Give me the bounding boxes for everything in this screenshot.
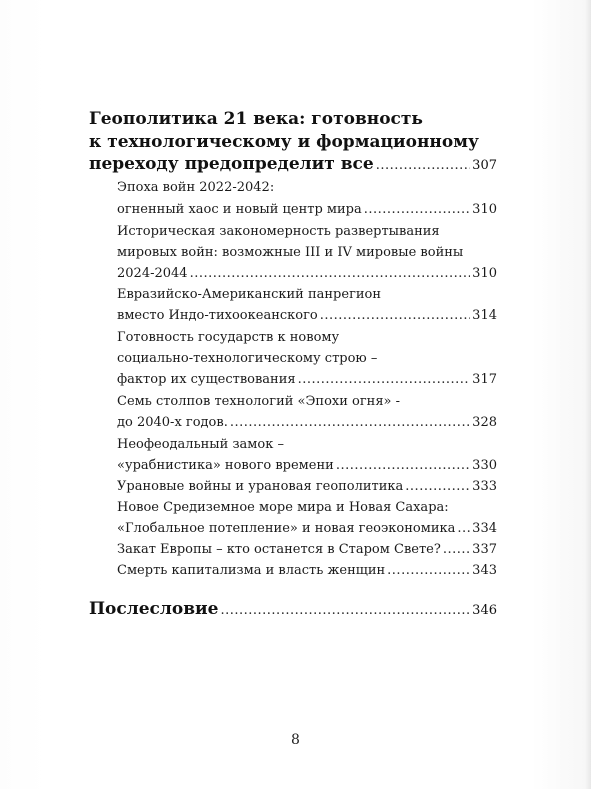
toc-page-number: 307	[472, 158, 497, 173]
toc-entry-line	[117, 351, 497, 366]
toc-entry-line	[117, 224, 497, 239]
toc-text: до 2040-х годов.	[117, 415, 228, 430]
toc-entry[interactable]	[117, 521, 497, 536]
toc-section-afterword[interactable]	[89, 599, 497, 619]
toc-text: Смерть капитализма и власть женщин	[117, 563, 386, 578]
dot-leader	[387, 563, 470, 578]
toc-entry[interactable]	[117, 458, 497, 473]
dot-leader	[220, 603, 470, 618]
toc-text: Геополитика 21 века: готовность	[89, 109, 423, 129]
toc-entry[interactable]	[117, 372, 497, 387]
toc-text: Евразийско-Американский панрегион	[117, 287, 382, 302]
toc-text: переходу предопределит все	[89, 154, 374, 174]
toc-entry[interactable]	[117, 479, 497, 494]
toc-page-number: 328	[472, 415, 497, 430]
toc-entry[interactable]	[117, 542, 497, 557]
toc-text: Историческая закономерность развертывания	[117, 224, 440, 239]
toc-page-number: 330	[472, 458, 497, 473]
toc-entry-line	[117, 394, 497, 409]
toc-entry[interactable]	[117, 308, 497, 323]
toc-page-number: 310	[472, 266, 497, 281]
dot-leader	[320, 308, 470, 323]
toc-text: Послесловие	[89, 599, 219, 619]
dot-leader	[405, 479, 470, 494]
toc-text: Неофеодальный замок –	[117, 437, 284, 452]
toc-entry-line	[117, 180, 497, 195]
toc-section-title-line-2	[89, 132, 509, 152]
toc-section-title-line-1	[89, 109, 509, 129]
toc-text: социально-технологическому строю –	[117, 351, 378, 366]
toc-text: Закат Европы – кто останется в Старом Свете?	[117, 542, 441, 557]
toc-page-number: 310	[472, 202, 497, 217]
toc-text: Урановые войны и урановая геополитика	[117, 479, 404, 494]
toc-text: огненный хаос и новый центр мира	[117, 202, 362, 217]
toc-page-number: 314	[472, 308, 497, 323]
toc-page-number: 337	[472, 542, 497, 557]
toc-text: Семь столпов технологий «Эпохи огня» -	[117, 394, 401, 409]
dot-leader	[457, 521, 470, 536]
toc-text: Эпоха войн 2022-2042:	[117, 180, 275, 195]
toc-entry[interactable]	[117, 415, 497, 430]
toc-text: фактор их существования	[117, 372, 296, 387]
page-number: 8	[291, 732, 300, 748]
toc-entry[interactable]	[117, 266, 497, 281]
toc-page-number: 343	[472, 563, 497, 578]
dot-leader	[298, 372, 471, 387]
dot-leader	[230, 415, 470, 430]
dot-leader	[443, 542, 470, 557]
toc-page-number: 317	[472, 372, 497, 387]
toc-entry[interactable]	[117, 202, 497, 217]
dot-leader	[364, 202, 470, 217]
toc-entry-line	[117, 330, 497, 345]
toc-entry-line	[117, 245, 497, 260]
toc-text: «Глобальное потепление» и новая геоэкономика	[117, 521, 456, 536]
page-edge-shadow	[585, 0, 591, 789]
toc-entry-line	[117, 437, 497, 452]
dot-leader	[190, 266, 471, 281]
toc-page-number: 346	[472, 603, 497, 618]
toc-page-number: 333	[472, 479, 497, 494]
toc-text: мировых войн: возможные III и IV мировые войны	[117, 245, 464, 260]
toc-text: 2024-2044	[117, 266, 188, 281]
dot-leader	[376, 158, 470, 173]
toc-entry[interactable]	[117, 563, 497, 578]
toc-text: к технологическому и формационному	[89, 132, 479, 152]
toc-page-number: 334	[472, 521, 497, 536]
toc-text: Новое Средиземное море мира и Новая Сахара:	[117, 500, 449, 515]
toc-text: Готовность государств к новому	[117, 330, 340, 345]
toc-text: вместо Индо-тихоокеанского	[117, 308, 318, 323]
toc-entry-line	[117, 287, 497, 302]
toc-entry-line	[117, 500, 497, 515]
toc-section-title-line-3[interactable]	[89, 154, 497, 174]
dot-leader	[336, 458, 470, 473]
toc-text: «урабнистика» нового времени	[117, 458, 334, 473]
